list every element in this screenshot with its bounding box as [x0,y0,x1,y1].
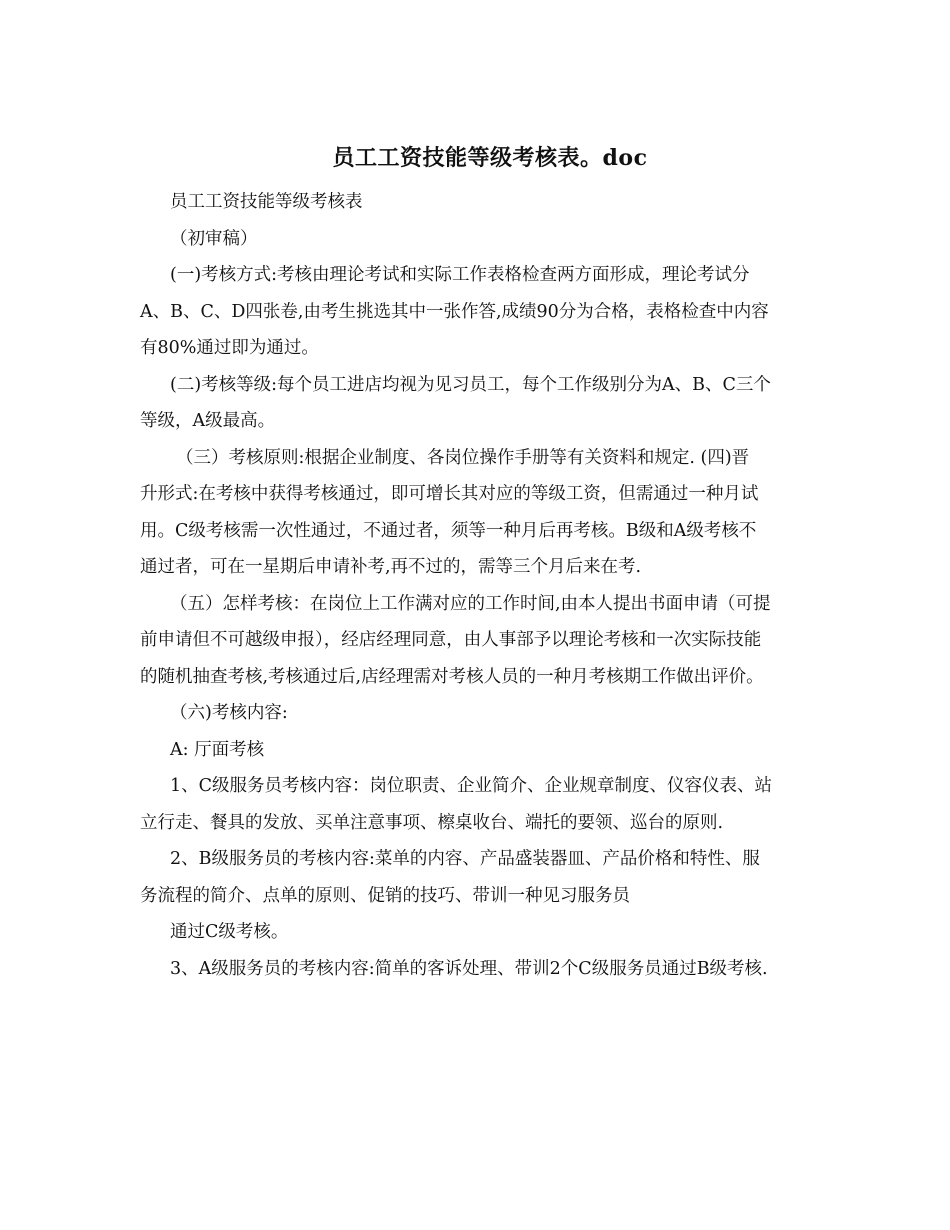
paragraph-line: （五）怎样考核：在岗位上工作满对应的工作时间,由本人提出书面申请（可提 [170,593,771,614]
paragraph-line: 1、C级服务员考核内容：岗位职责、企业简介、企业规章制度、仪容仪表、站 [170,776,773,796]
document-body [140,184,820,987]
paragraph-line: A: 厅面考核 [170,739,265,760]
paragraph-line: A、B、C、D四张卷,由考生挑选其中一张作答,成绩90分为合格，表格检查中内容 [140,301,769,322]
paragraph-line: 3、A级服务员的考核内容:简单的客诉处理、带训2个C级服务员通过B级考核. [170,958,768,979]
paragraph-line: （三）考核原则:根据企业制度、各岗位操作手册等有关资料和规定. (四)晋 [176,447,750,468]
document-title: 员工工资技能等级考核表。doc [332,145,648,171]
paragraph-line: 员工工资技能等级考核表 [170,192,363,212]
paragraph-line: 有80%通过即为通过。 [140,338,319,358]
paragraph-line: 等级，A级最高。 [140,411,276,431]
paragraph-line: 用。C级考核需一次性通过，不通过者，须等一种月后再考核。B级和A级考核不 [140,520,757,541]
paragraph-line: 前申请但不可越级申报），经店经理同意，由人事部予以理论考核和一次实际技能 [140,630,762,650]
paragraph-line: 通过者，可在一星期后申请补考,再不过的，需等三个月后来在考. [140,557,642,577]
paragraph-line: (一)考核方式:考核由理论考试和实际工作表格检查两方面形成，理论考试分 [170,265,750,285]
paragraph-line: （初审稿） [170,228,258,249]
paragraph-line: (二)考核等级:每个员工进店均视为见习员工，每个工作级别分为A、B、C三个 [170,374,771,395]
paragraph-line: 务流程的简介、点单的原则、促销的技巧、带训一种见习服务员 [140,885,630,906]
paragraph-line: （六)考核内容: [170,703,288,723]
paragraph-line: 的随机抽查考核,考核通过后,店经理需对考核人员的一种月考核期工作做出评价。 [140,666,764,687]
paragraph-line: 通过C级考核。 [170,922,289,942]
paragraph-line: 立行走、餐具的发放、买单注意事项、檫桌收台、端托的要领、巡台的原则. [140,812,724,833]
paragraph-line: 2、B级服务员的考核内容:菜单的内容、产品盛装器皿、产品价格和特性、服 [170,849,760,869]
paragraph-line: 升形式:在考核中获得考核通过，即可增长其对应的等级工资，但需通过一种月试 [140,484,759,504]
